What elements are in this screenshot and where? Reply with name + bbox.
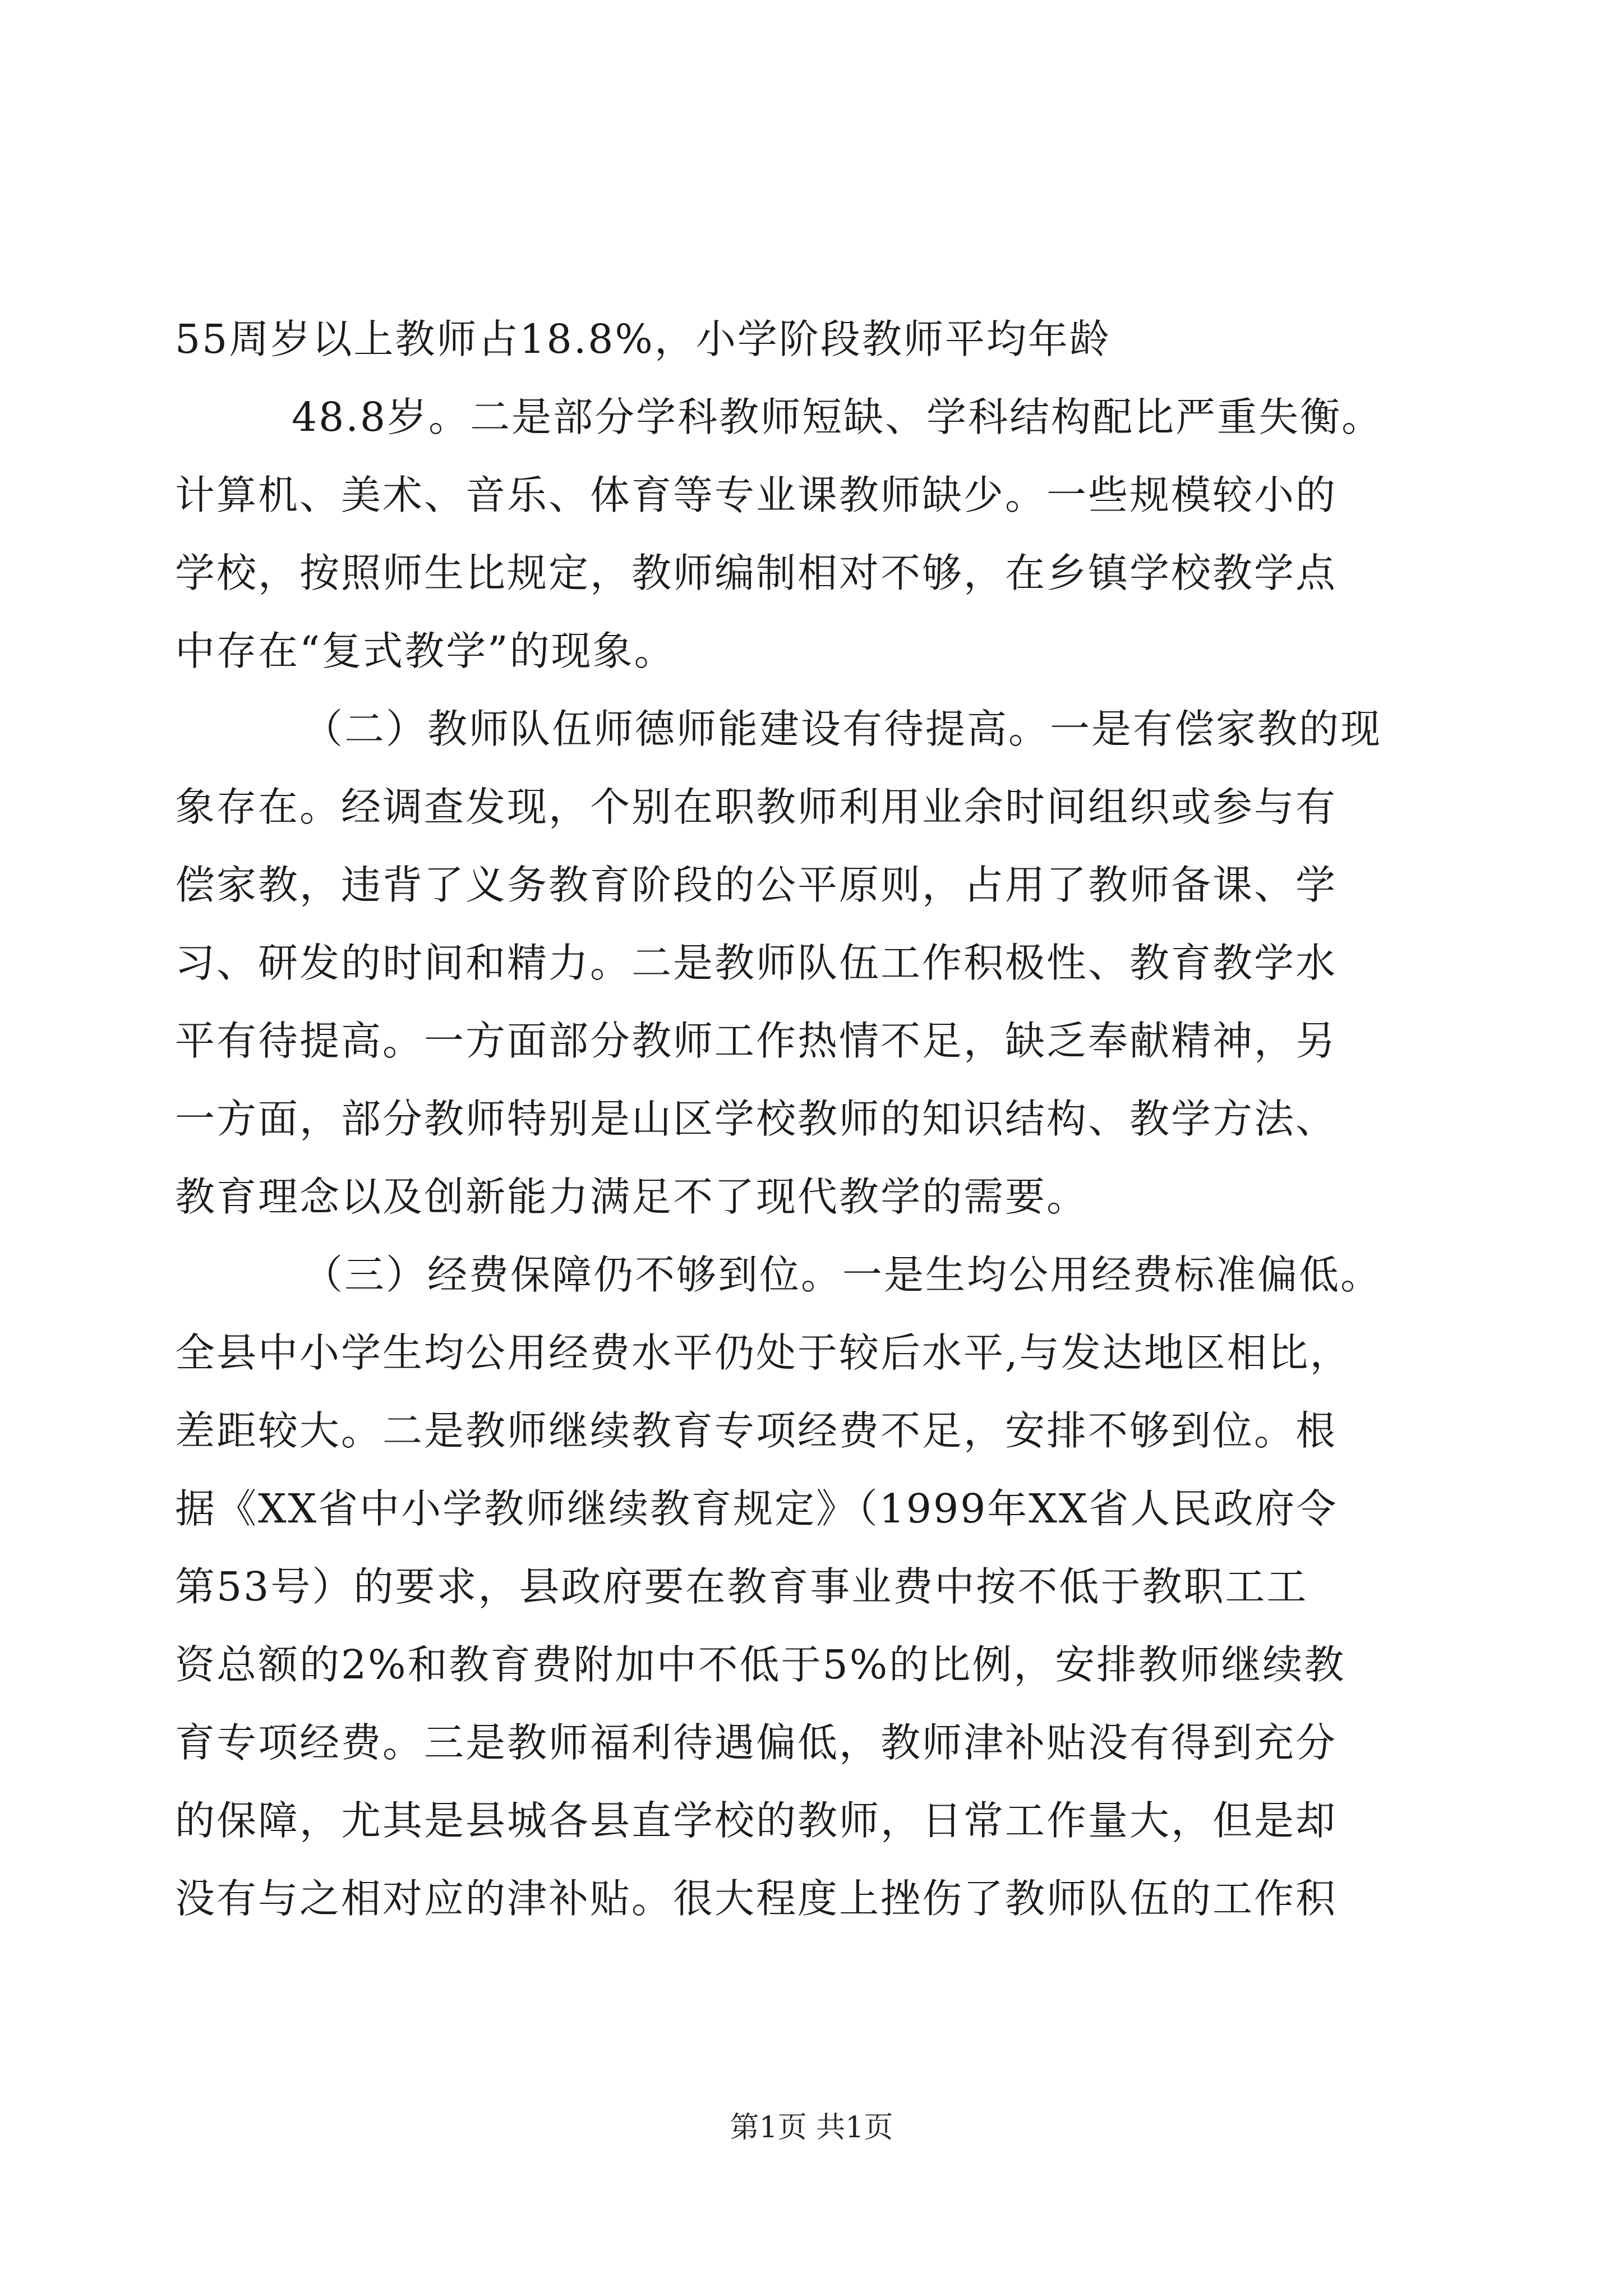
text-line: 据《XX省中小学教师继续教育规定》（1999年XX省人民政府令	[175, 1485, 1338, 1532]
text-line: 平有待提高。一方面部分教师工作热情不足，缺乏奉献精神，另	[175, 1018, 1338, 1064]
page-number-footer: 第1页 共1页	[730, 2111, 893, 2145]
text-line: 全县中小学生均公用经费水平仍处于较后水平,与发达地区相比，	[175, 1329, 1352, 1376]
text-line: 第53号）的要求，县政府要在教育事业费中按不低于教职工工	[175, 1563, 1308, 1610]
text-line: 计算机、美术、音乐、体育等专业课教师缺少。一些规模较小的	[175, 472, 1338, 518]
text-line: 55周岁以上教师占18.8%，小学阶段教师平均年龄	[175, 316, 1111, 362]
text-line: 象存在。经调查发现，个别在职教师利用业余时间组织或参与有	[175, 784, 1338, 830]
text-line: （二）教师队伍师德师能建设有待提高。一是有偿家教的现	[303, 706, 1382, 752]
text-line: 没有与之相对应的津补贴。很大程度上挫伤了教师队伍的工作积	[175, 1875, 1338, 1922]
text-line: 育专项经费。三是教师福利待遇偏低，教师津补贴没有得到充分	[175, 1719, 1338, 1766]
text-line: 的保障，尤其是县城各县直学校的教师，日常工作量大，但是却	[175, 1797, 1338, 1844]
text-line: 差距较大。二是教师继续教育专项经费不足，安排不够到位。根	[175, 1407, 1338, 1454]
text-line: 偿家教，违背了义务教育阶段的公平原则，占用了教师备课、学	[175, 862, 1338, 908]
text-line: 中存在“复式教学”的现象。	[175, 628, 676, 674]
text-line: 教育理念以及创新能力满足不了现代教学的需要。	[175, 1174, 1089, 1220]
text-line: （三）经费保障仍不够到位。一是生均公用经费标准偏低。	[303, 1251, 1382, 1298]
text-line: 习、研发的时间和精力。二是教师队伍工作积极性、教育教学水	[175, 940, 1338, 986]
text-line: 资总额的2%和教育费附加中不低于5%的比例，安排教师继续教	[175, 1641, 1346, 1688]
text-line: 一方面，部分教师特别是山区学校教师的知识结构、教学方法、	[175, 1096, 1338, 1142]
text-line: 学校，按照师生比规定，教师编制相对不够，在乡镇学校教学点	[175, 550, 1338, 596]
text-line: 48.8岁。二是部分学科教师短缺、学科结构配比严重失衡。	[292, 394, 1384, 440]
